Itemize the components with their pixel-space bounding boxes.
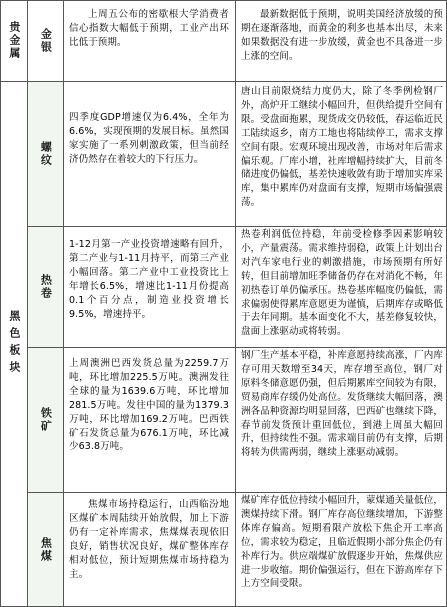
item-label-hot-coil — [27, 226, 63, 347]
item-label-text: 螺纹 — [39, 140, 53, 167]
item-label-coking-coal — [27, 492, 63, 607]
column-divider — [27, 0, 28, 607]
item-label-text: 焦煤 — [39, 536, 53, 563]
row-divider — [27, 347, 447, 348]
column-divider — [63, 0, 64, 607]
macro-text-iron-ore: 上周澳洲巴西发货总量为2259.7万吨，环比增加225.5万吨。澳洲发往全球的量为1639.6万吨，环比增加281.5万吨。发往中国的量为1379.3万吨，环比增加169.2万吨。巴西铁矿石发货总量为676.1万吨，环比减少63.8万吨。 — [69, 358, 229, 453]
item-label-text: 热卷 — [39, 273, 53, 300]
sector-label-text: 黑色板块 — [7, 310, 21, 378]
macro-text-rebar: 四季度GDP增速仅为6.4%，全年为6.6%，实现预期的发展目标。虽然国家实施了一系列刺激政策，但当前经济仍然存在着较大的下行压力。 — [69, 112, 229, 165]
table-border-left — [0, 0, 1, 607]
item-label-gold-silver — [27, 0, 63, 81]
row-divider — [0, 81, 447, 82]
macro-text-hot-coil: 1-12月第一产业投资增速略有回升，第二产业与1-11月持平，而第三产业小幅回落。第二产业中工业投资比上年增长6.5%，增速比1-11月份提高0.1个百分点，制造业投资增长9.5%，增速持平。 — [69, 239, 229, 320]
macro-text-coking-coal: 焦煤市场持稳运行，山西临汾地区煤矿本周陆续开始放假，加上下游仍有一定补库需求，焦煤煤表现依旧良好，销售状况良好，煤矿整体库存相对低位，预计短期焦煤市场持稳为主。 — [69, 499, 229, 580]
item-label-text: 金银 — [39, 27, 53, 54]
market-text-rebar: 唐山目前限烧结力度仍大，除了冬季例检钢厂外，高炉开工继续小幅回升，但供给提升空间有限。受盘面拖累，现货成交仍较低，春运临近民工陆续返乡，南方工地也将陆续停工，需求支撑空间有限。宏观环境出现改善，市场对年后需求偏乐观。厂库小增，社库增幅持续扩大，目前冬储进度仍偏低，基差快速收敛有助于增加实库采库，集中累库仍对盘面有支撑，短期市场偏强震荡。 — [241, 86, 443, 209]
column-divider — [235, 0, 236, 607]
row-divider — [27, 492, 447, 493]
item-label-text: 铁矿 — [39, 406, 53, 433]
item-label-iron-ore — [27, 347, 63, 492]
market-text-iron-ore: 钢厂生产基本平稳，补库意愿持续高涨，厂内库存可用天数增至34天，库存增至高位，钢厂对原料冬储意愿仍强，但后期累库空间较为有限，贸易商库存缓仍处高位。发货继续大幅回落，澳洲各品种资源均明显回落，巴西矿也继续下降，春节前发货预计重回低位，到港上周虽大幅回升，但持续性不强。需求端目前仍有支撑，后期将转为供需两弱，继续上涨驱动减弱。 — [241, 350, 443, 459]
table-border-top — [0, 0, 447, 1]
row-divider — [27, 226, 447, 227]
sector-label-precious-metals — [0, 0, 27, 81]
market-text-coking-coal: 煤矿库存低位持续小幅回升，蒙煤通关量低位，澳煤持续下滑。钢厂库存高位继续增加，下游整体库存偏高。短期看限产放松下焦企开工率高位，需求较为稳定，且临近假期小部分焦企仍有补库行为。供应端煤矿放假逐步开始，焦煤供应进一步收缩。期价偏强运行，但在下游高库存下上方空间受限。 — [241, 495, 443, 590]
market-text-hot-coil: 热卷利润低位持稳，年前受检修季因素影响较小，产量震荡。需求维持弱稳，政策上计划出台对汽车家电行业的刺激措施，市场预期有所好转，但目前增加旺季储备仍存在对消化不畅，年初热卷订单仍偏承压。热卷基库幅度仍偏低，需求偏弱使得累库意愿更为谨慎，后期库存或略低于去年同期。基本面变化不大，基差修复较快，盘面上涨驱动或将转弱。 — [241, 229, 443, 338]
market-text-gold-silver: 最新数据低于预期，说明美国经济放缓的预期在逐渐落地，而黄金的利多也基本出尽，未来如果数据没有进一步放缓，黄金也不具备进一步上涨的空间。 — [241, 9, 443, 62]
sector-label-ferrous — [0, 81, 27, 607]
sector-label-text: 贵金属 — [7, 21, 21, 60]
macro-text-gold-silver: 上周五公布的密歇根大学消费者信心指数大幅低于预期，工业产出环比低于预期。 — [69, 9, 229, 48]
item-label-rebar — [27, 81, 63, 226]
